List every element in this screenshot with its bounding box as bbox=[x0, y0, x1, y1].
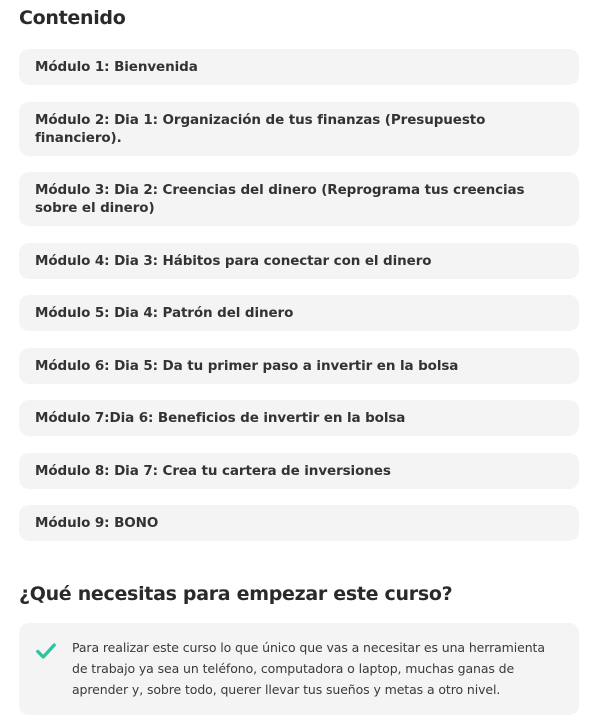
module-item-4[interactable] bbox=[19, 243, 579, 279]
module-item-1[interactable] bbox=[19, 49, 579, 85]
module-label: Módulo 4: Dia 3: Hábitos para conectar con el dinero bbox=[35, 252, 432, 269]
module-label: Módulo 8: Dia 7: Crea tu cartera de inversiones bbox=[35, 462, 391, 479]
check-icon bbox=[35, 640, 57, 662]
module-item-8[interactable] bbox=[19, 453, 579, 489]
module-label: Módulo 7:Dia 6: Beneficios de invertir en la bolsa bbox=[35, 410, 406, 426]
requirement-card bbox=[19, 623, 579, 715]
module-label: Módulo 6: Dia 5: Da tu primer paso a invertir en la bolsa bbox=[35, 357, 459, 374]
content-section-title: Contenido bbox=[19, 7, 126, 29]
module-label: Módulo 5: Dia 4: Patrón del dinero bbox=[35, 305, 294, 321]
module-label: Módulo 2: Dia 1: Organización de tus finanzas (Presupuesto financiero). bbox=[35, 111, 486, 146]
requirement-text: Para realizar este curso lo que único que vas a necesitar es una herramienta de trabajo ya sea un teléfono, computadora o laptop, muchas ganas de aprender y, sobre todo, querer llevar tus sueños y metas a otro nivel. bbox=[72, 640, 545, 697]
module-label: Módulo 1: Bienvenida bbox=[35, 59, 198, 75]
module-item-5[interactable] bbox=[19, 295, 579, 331]
module-item-2[interactable] bbox=[19, 102, 579, 156]
module-list bbox=[19, 49, 579, 558]
module-label: Módulo 9: BONO bbox=[35, 515, 159, 531]
module-item-6[interactable] bbox=[19, 348, 579, 384]
module-label: Módulo 3: Dia 2: Creencias del dinero (Reprograma tus creencias sobre el dinero) bbox=[35, 182, 525, 216]
module-item-7[interactable] bbox=[19, 400, 579, 436]
module-item-9[interactable] bbox=[19, 505, 579, 541]
requirements-section-title: ¿Qué necesitas para empezar este curso? bbox=[19, 583, 453, 605]
module-item-3[interactable] bbox=[19, 172, 579, 226]
